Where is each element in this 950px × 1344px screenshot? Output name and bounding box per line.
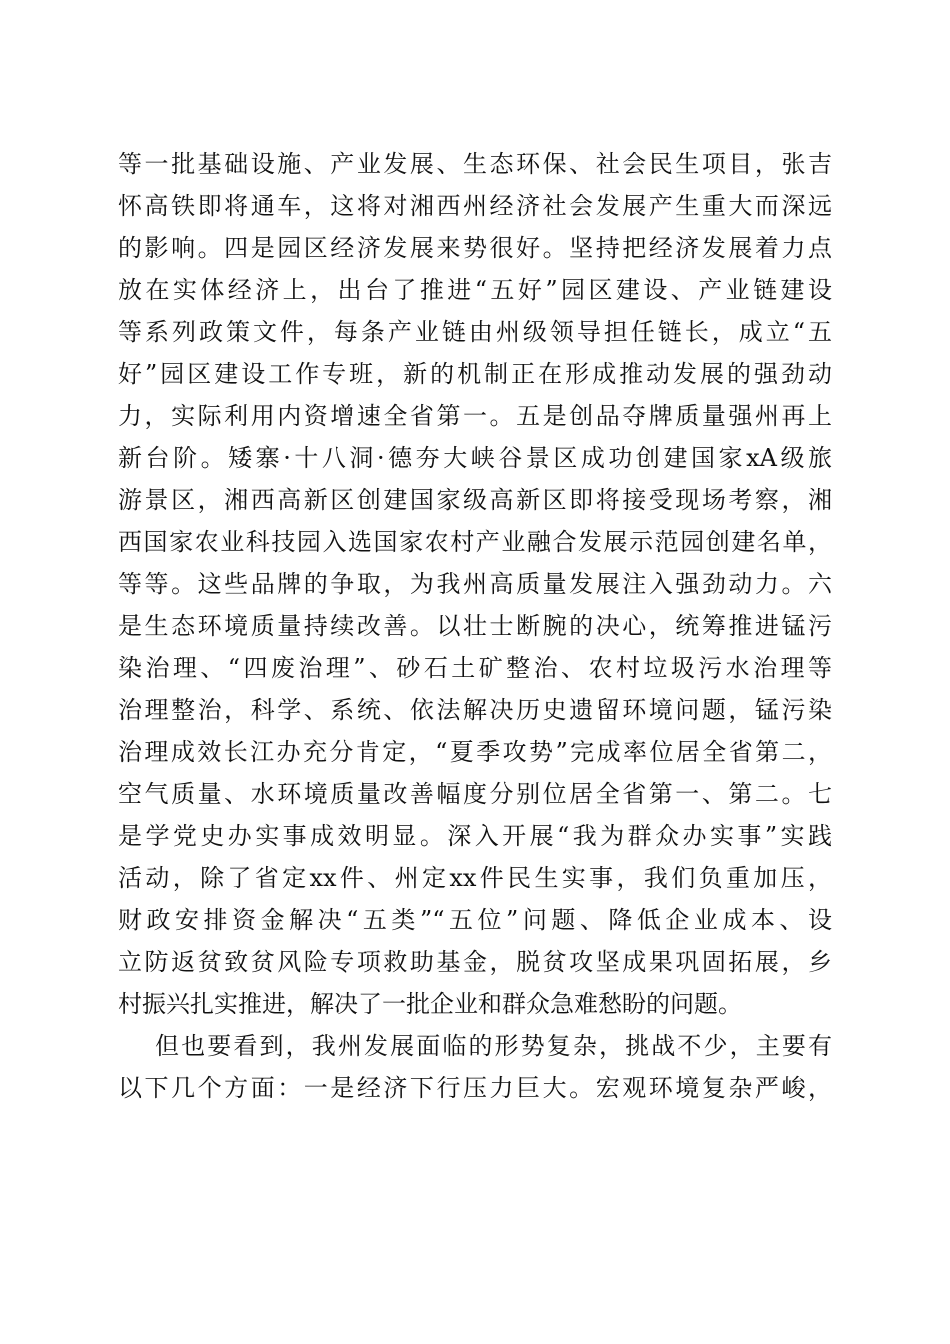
paragraph-2-line-2: 以下几个方面：一是经济下行压力巨大。宏观环境复杂严峻， [118, 1074, 832, 1102]
paragraph-1-line-10: 西国家农业科技园入选国家农村产业融合发展示范园创建名单， [118, 528, 832, 556]
paragraph-1-line-5: 等系列政策文件，每条产业链由州级领导担任链长，成立“五 [118, 318, 832, 346]
paragraph-1-line-9: 游景区，湘西高新区创建国家级高新区即将接受现场考察，湘 [118, 486, 832, 514]
paragraph-1-line-16: 空气质量、水环境质量改善幅度分别位居全省第一、第二。七 [118, 780, 832, 808]
paragraph-1-line-12: 是生态环境质量持续改善。以壮士断腕的决心，统筹推进锰污 [118, 612, 832, 640]
paragraph-1-line-2: 怀高铁即将通车，这将对湘西州经济社会发展产生重大而深远 [118, 192, 832, 220]
paragraph-1-line-7: 力，实际利用内资增速全省第一。五是创品夺牌质量强州再上 [118, 402, 832, 430]
paragraph-1-line-8: 新台阶。矮寨·十八洞·德夯大峡谷景区成功创建国家xA级旅 [118, 444, 832, 472]
paragraph-2-line-1: 但也要看到，我州发展面临的形势复杂，挑战不少，主要有 [155, 1032, 832, 1060]
document-body [118, 143, 832, 1109]
paragraph-1-line-19: 财政安排资金解决“五类”“五位”问题、降低企业成本、设 [118, 906, 832, 934]
paragraph-1-line-18: 活动，除了省定xx件、州定xx件民生实事，我们负重加压， [118, 864, 832, 892]
paragraph-1-line-3: 的影响。四是园区经济发展来势很好。坚持把经济发展着力点 [118, 234, 832, 262]
paragraph-1-line-14: 治理整治，科学、系统、依法解决历史遗留环境问题，锰污染 [118, 696, 832, 724]
paragraph-1-line-20: 立防返贫致贫风险专项救助基金，脱贫攻坚成果巩固拓展，乡 [118, 948, 832, 976]
paragraph-1-line-17: 是学党史办实事成效明显。深入开展“我为群众办实事”实践 [118, 822, 832, 850]
paragraph-1-line-21: 村振兴扎实推进，解决了一批企业和群众急难愁盼的问题。 [118, 990, 742, 1018]
paragraph-1-line-6: 好”园区建设工作专班，新的机制正在形成推动发展的强劲动 [118, 360, 832, 388]
paragraph-1-line-4: 放在实体经济上，出台了推进“五好”园区建设、产业链建设 [118, 276, 832, 304]
paragraph-1-line-11: 等等。这些品牌的争取，为我州高质量发展注入强劲动力。六 [118, 570, 832, 598]
paragraph-1-line-1: 等一批基础设施、产业发展、生态环保、社会民生项目，张吉 [118, 150, 832, 178]
paragraph-1-line-15: 治理成效长江办充分肯定，“夏季攻势”完成率位居全省第二， [118, 738, 832, 766]
paragraph-1-line-13: 染治理、“四废治理”、砂石土矿整治、农村垃圾污水治理等 [118, 654, 832, 682]
